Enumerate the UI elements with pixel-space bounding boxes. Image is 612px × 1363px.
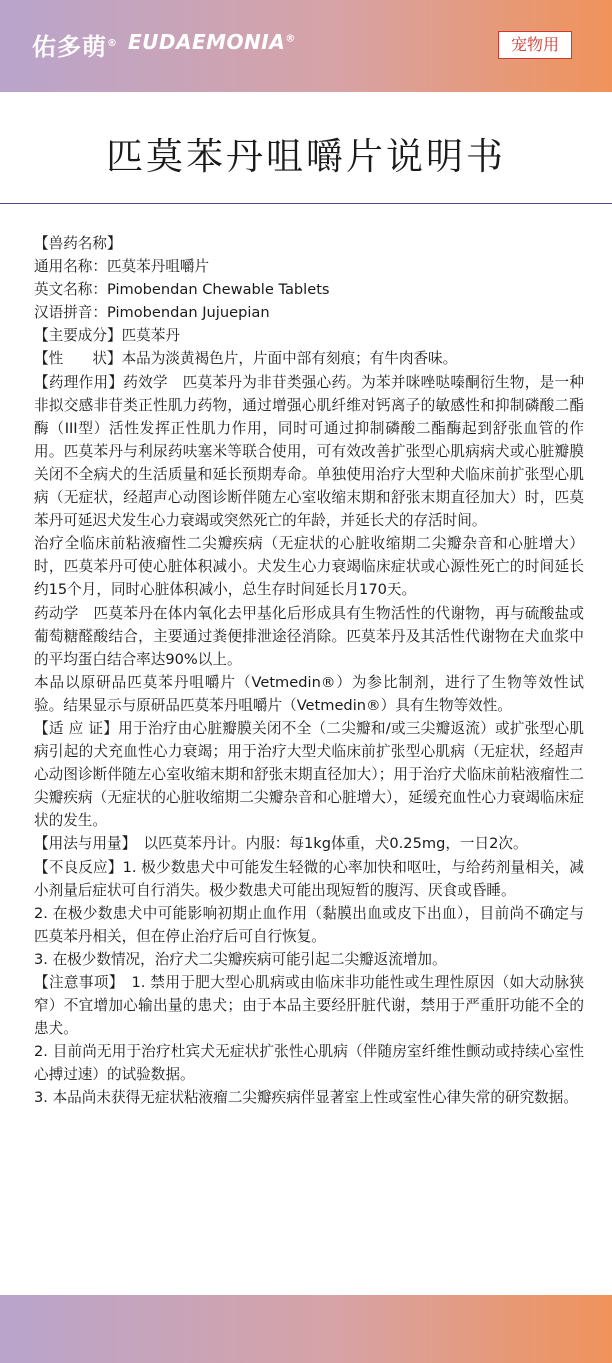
body-paragraph: 汉语拼音：Pimobendan Jujuepian [34,304,270,322]
body-paragraph: 【不良反应】1. 极少数患犬中可能发生轻微的心率加快和呕吐，与给药剂量相关，减小剂量后症状可自行消失。极少数患犬可能出现短暂的腹泻、厌食或昏睡。 [34,858,584,899]
brand-cn-trademark: ® [107,38,118,49]
body-paragraph: 【药理作用】药效学 匹莫苯丹为非苷类强心药。为苯并咪唑哒嗪酮衍生物，是一种非拟交感非苷类正性肌力药物，通过增强心肌纤维对钙离子的敏感性和抑制磷酸二酯酶（III型）活性发挥正性肌力作用，同时可通过抑制磷酸二酯酶起到舒张血管的作用。匹莫苯丹与利尿药呋塞米等联合使用，可有效改善扩张型心肌病病犬或心脏瓣膜关闭不全病犬的生活质量和延长预期寿命。单独使用治疗大型种犬临床前扩张型心肌病（无症状，经超声心动图诊断伴随左心室收缩末期和舒张末期直径加大）时，匹莫苯丹可延迟犬发生心力衰竭或突然死亡的年龄，并延长犬的存活时间。 [34,373,584,530]
body-paragraph: 3. 本品尚未获得无症状粘液瘤二尖瓣疾病伴显著室上性或室性心律失常的研究数据。 [34,1089,578,1107]
brand-en-text: EUDAEMONIA [128,30,286,54]
footer-banner [0,1295,612,1363]
body-paragraph: 【注意事项】 1. 禁用于肥大型心肌病或由临床非功能性或生理性原因（如大动脉狭窄）不宜增加心输出量的患犬；由于本品主要经肝脏代谢，禁用于严重肝功能不全的患犬。 [34,974,584,1038]
body-paragraph: 【性 状】本品为淡黄褐色片，片面中部有刻痕；有牛肉香味。 [34,350,458,368]
body-paragraph: 药动学 匹莫苯丹在体内氧化去甲基化后形成具有生物活性的代谢物，再与硫酸盐或葡萄糖醛酸结合，主要通过粪便排泄途径消除。匹莫苯丹及其活性代谢物在犬血浆中的平均蛋白结合率达90%以上。 [34,604,584,668]
body-paragraph: 通用名称：匹莫苯丹咀嚼片 [34,258,210,276]
brand-logo-cn [32,27,118,62]
body-paragraph: 英文名称：Pimobendan Chewable Tablets [34,281,330,299]
header-banner [0,0,612,92]
body-paragraph: 【兽药名称】 [34,235,122,252]
document-title: 匹莫苯丹咀嚼片说明书 [106,135,506,178]
body-paragraph: 本品以原研品匹莫苯丹咀嚼片（Vetmedin®）为参比制剂，进行了生物等效性试验。结果显示与原研品匹莫苯丹咀嚼片（Vetmedin®）具有生物等效性。 [34,673,584,714]
brand-logo-en [128,30,296,54]
pet-use-badge: 宠物用 [498,31,572,59]
body-paragraph: 【主要成分】匹莫苯丹 [34,327,180,345]
body-paragraph: 【用法与用量】 以匹莫苯丹计。内服：每1kg体重，犬0.25mg，一日2次。 [34,835,528,853]
body-paragraph: 治疗全临床前粘液瘤性二尖瓣疾病（无症状的心脏收缩期二尖瓣杂音和心脏增大）时，匹莫苯丹可使心脏体积减小。犬发生心力衰竭临床症状或心源性死亡的时间延长约15个月，同时心脏体积减小，总生存时间延长月170天。 [34,535,584,599]
document-body [34,232,584,1110]
body-paragraph: 3. 在极少数情况，治疗犬二尖瓣疾病可能引起二尖瓣返流增加。 [34,950,447,968]
brand-en-trademark: ® [285,33,296,45]
body-paragraph: 【适 应 证】用于治疗由心脏瓣膜关闭不全（二尖瓣和/或三尖瓣返流）或扩张型心肌病引起的犬充血性心力衰竭；用于治疗大型犬临床前扩张型心肌病（无症状，经超声心动图诊断伴随左心室收缩末期和舒张末期直径加大）；用于治疗犬临床前粘液瘤性二尖瓣疾病（无症状的心脏收缩期二尖瓣杂音和心脏增大），延缓充血性心力衰竭临床症状的发生。 [34,719,584,830]
title-divider [0,203,612,204]
body-paragraph: 2. 在极少数患犬中可能影响初期止血作用（黏膜出血或皮下出血），目前尚不确定与匹莫苯丹相关，但在停止治疗后可自行恢复。 [34,904,584,945]
brand-cn-text: 佑多萌 [32,33,107,61]
body-paragraph: 2. 目前尚无用于治疗杜宾犬无症状扩张性心肌病（伴随房室纤维性颤动或持续心室性心搏过速）的试验数据。 [34,1043,584,1084]
